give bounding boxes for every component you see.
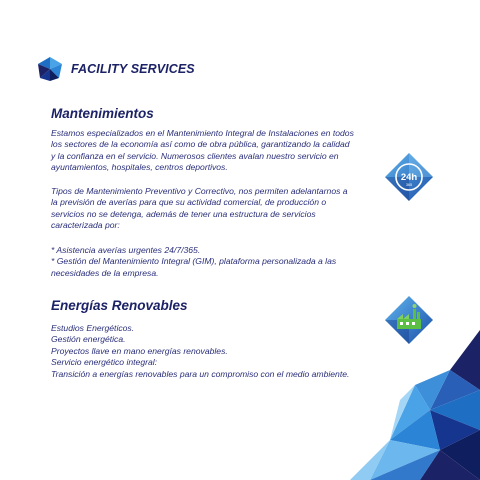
header bbox=[37, 56, 195, 82]
decorative-lowpoly-shape bbox=[330, 330, 480, 480]
section-title-mantenimientos: Mantenimientos bbox=[51, 106, 154, 121]
badge-365-label: 365 bbox=[406, 183, 412, 187]
24h-clock-icon bbox=[384, 152, 434, 202]
brand-name: FACILITY SERVICES bbox=[71, 62, 195, 76]
brand-logo-icon bbox=[37, 56, 63, 82]
list-item: Transición a energías renovables para un compromiso con el medio ambiente. bbox=[51, 368, 350, 379]
badge-24h-label: 24h bbox=[400, 172, 418, 183]
paragraph-intro: Estamos especializados en el Mantenimiento Integral de Instalaciones en todos los sectores de la economía así como de obra pública, garantizando la calidad y la confianza en el servicio. Numerosos clientes avalan nuestro servicio en ayuntamientos, hospitales, centros deportivos. bbox=[51, 128, 354, 173]
bullet-gim: * Gestión del Mantenimiento Integral (GIM), plataforma personalizada a las bbox=[51, 256, 337, 267]
section-title-energias: Energías Renovables bbox=[51, 298, 188, 313]
paragraph-bullets: * Asistencia averías urgentes 24/7/365. * Gestión del Mantenimiento Integral (GIM), plataforma personalizada a las necesidades de la empresa. bbox=[51, 245, 387, 279]
list-item: Gestión energética. bbox=[51, 334, 126, 345]
bullet-asistencia: * Asistencia averías urgentes 24/7/365. bbox=[51, 245, 201, 255]
list-item: Servicio energético integral: bbox=[51, 357, 158, 368]
list-item: Estudios Energéticos. bbox=[51, 323, 135, 333]
paragraph-tipos: Tipos de Mantenimiento Preventivo y Correctivo, nos permiten adelantarnos a la previsión de averías para que su actividad comercial, de producción o servicios no se detenga, además de tener una estructura de servicios caracterizada por: bbox=[51, 186, 348, 231]
list-item: Proyectos llave en mano energías renovables. bbox=[51, 345, 228, 356]
